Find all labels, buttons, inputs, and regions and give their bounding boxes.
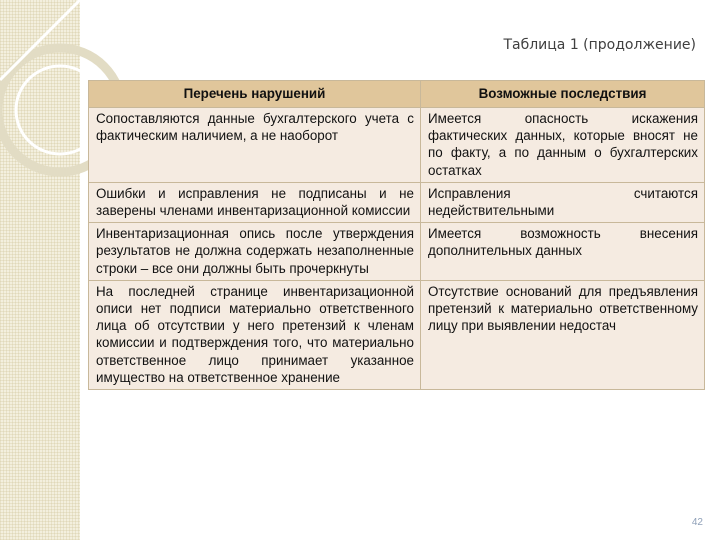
header-consequences: Возможные последствия (421, 81, 705, 108)
table-caption: Таблица 1 (продолжение) (503, 37, 696, 53)
table-header-row (89, 81, 705, 108)
page-number: 42 (691, 517, 703, 528)
violation-cell: Инвентаризационная опись после утверждения результатов не должна содержать незаполненные строки – все они должны быть прочеркнуты (89, 223, 421, 281)
consequence-cell: Исправления считаются недействительными (421, 182, 705, 222)
violation-cell: На последней странице инвентаризационной описи нет подписи материально ответственного лица об отсутствии у него претензий к членам комиссии и подтверждения того, что материально ответственное лицо принимает указанное имущество на ответственное хранение (89, 280, 421, 389)
table-row (89, 223, 705, 281)
violation-cell: Ошибки и исправления не подписаны и не заверены членами инвентаризационной комиссии (89, 182, 421, 222)
table-row (89, 108, 705, 183)
consequence-cell: Отсутствие оснований для предъявления претензий к материально ответственному лицу при выявлении недостач (421, 280, 705, 389)
violations-table (88, 80, 705, 390)
table-row (89, 182, 705, 222)
violation-cell: Сопоставляются данные бухгалтерского учета с фактическим наличием, а не наоборот (89, 108, 421, 183)
table-row (89, 280, 705, 389)
consequence-cell: Имеется возможность внесения дополнительных данных (421, 223, 705, 281)
consequence-cell: Имеется опасность искажения фактических данных, которые вносят не по факту, а по данным о бухгалтерских остатках (421, 108, 705, 183)
header-violations: Перечень нарушений (89, 81, 421, 108)
